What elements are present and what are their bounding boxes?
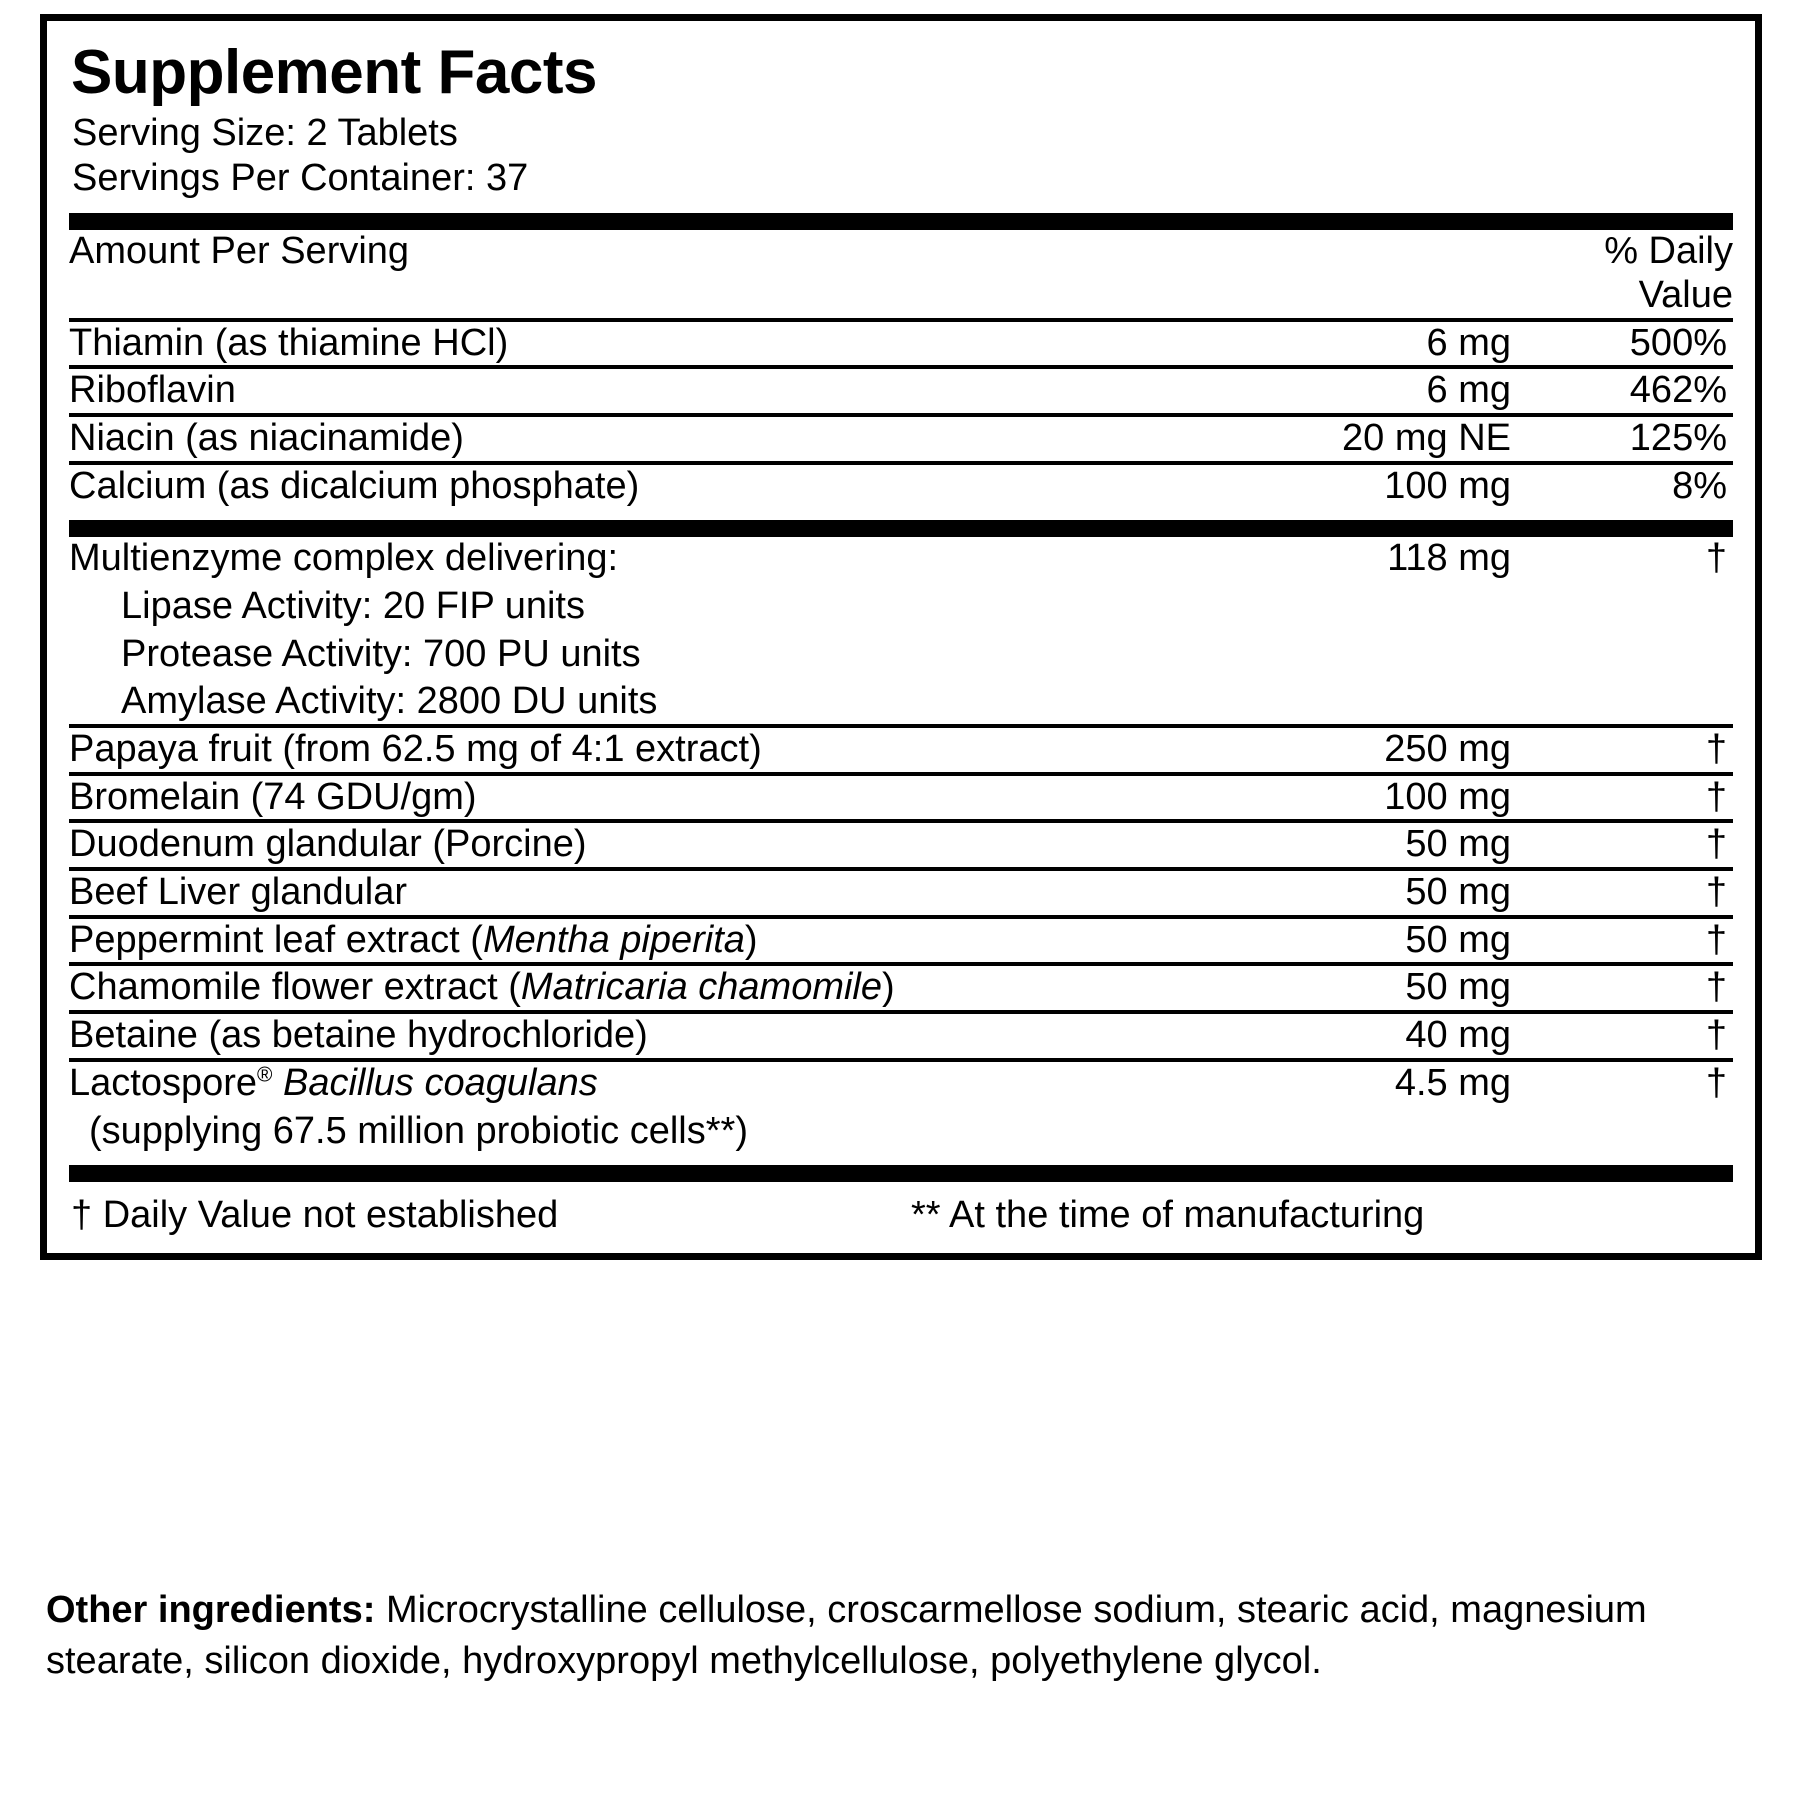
ingredient-name: Betaine (as betaine hydrochloride) bbox=[69, 1014, 648, 1057]
nutrient-amount: 6 mg bbox=[1426, 321, 1511, 364]
table-row bbox=[69, 728, 1733, 774]
blend-name-cell bbox=[69, 537, 1211, 726]
ingredient-daily-value: † bbox=[1705, 823, 1727, 866]
divider-thick-middle bbox=[69, 520, 1733, 537]
ingredient-name: Bromelain (74 GDU/gm) bbox=[69, 775, 477, 818]
ingredient-daily-value: † bbox=[1705, 966, 1727, 1009]
nutrient-name: Calcium (as dicalcium phosphate) bbox=[69, 464, 640, 507]
blend-subline: Amylase Activity: 2800 DU units bbox=[121, 680, 658, 723]
ingredient-name: Peppermint leaf extract (Mentha piperita) bbox=[69, 918, 758, 961]
table-row bbox=[69, 871, 1733, 917]
blend-amount: 118 mg bbox=[1387, 537, 1511, 580]
table-row bbox=[69, 776, 1733, 822]
other-ingredients-label: Other ingredients: bbox=[46, 1589, 376, 1631]
supplement-facts-panel bbox=[40, 14, 1762, 1260]
blend-name: Multienzyme complex delivering: bbox=[69, 537, 619, 580]
footnote-manufacturing: ** At the time of manufacturing bbox=[911, 1194, 1425, 1237]
nutrient-amount: 6 mg bbox=[1426, 369, 1511, 412]
ingredient-name: Chamomile flower extract (Matricaria chamomile) bbox=[69, 966, 895, 1009]
blend-subline: Lipase Activity: 20 FIP units bbox=[121, 584, 585, 627]
ingredient-name bbox=[69, 1062, 1211, 1153]
ingredient-name: Papaya fruit (from 62.5 mg of 4:1 extract) bbox=[69, 728, 762, 770]
table-row bbox=[69, 537, 1733, 726]
ingredient-daily-value: † bbox=[1705, 871, 1727, 914]
nutrient-name: Thiamin (as thiamine HCl) bbox=[69, 321, 509, 364]
table-row bbox=[69, 465, 1733, 509]
table-row bbox=[69, 1062, 1733, 1153]
nutrient-name: Niacin (as niacinamide) bbox=[69, 416, 464, 459]
nutrient-daily-value: 8% bbox=[1672, 464, 1727, 507]
table-header-row bbox=[69, 230, 1733, 319]
lactospore-continuation: (supplying 67.5 million probiotic cells**) bbox=[89, 1109, 748, 1152]
ingredient-daily-value: † bbox=[1705, 775, 1727, 818]
panel-title: Supplement Facts bbox=[71, 38, 597, 107]
nutrient-daily-value: 462% bbox=[1629, 369, 1727, 412]
nutrient-amount: 100 mg bbox=[1384, 464, 1511, 507]
ingredient-amount: 100 mg bbox=[1384, 775, 1511, 818]
table-row bbox=[69, 919, 1733, 965]
divider-thick-bottom bbox=[69, 1165, 1733, 1182]
nutrient-daily-value: 500% bbox=[1629, 321, 1727, 364]
table-row bbox=[69, 1014, 1733, 1060]
footnote-daily-value: † Daily Value not established bbox=[71, 1194, 559, 1237]
ingredient-amount: 50 mg bbox=[1405, 823, 1511, 866]
lactospore-name: Lactospore® Bacillus coagulans bbox=[69, 1061, 598, 1104]
ingredient-daily-value: † bbox=[1705, 1061, 1727, 1104]
table-row bbox=[69, 322, 1733, 368]
ingredient-name: Beef Liver glandular bbox=[69, 871, 407, 914]
serving-size: Serving Size: 2 Tablets bbox=[72, 112, 458, 155]
ingredient-daily-value: † bbox=[1705, 918, 1727, 961]
other-ingredients-text: Microcrystalline cellulose, croscarmellose sodium, stearic acid, magnesium stearate, silicon dioxide, hydroxypropyl methylcellulose, polyethylene glycol. bbox=[46, 1589, 1647, 1682]
ingredient-daily-value: † bbox=[1705, 728, 1727, 770]
nutrient-table bbox=[69, 230, 1733, 508]
ingredient-amount: 50 mg bbox=[1405, 966, 1511, 1009]
nutrient-name: Riboflavin bbox=[69, 369, 236, 412]
blend-subline: Protease Activity: 700 PU units bbox=[121, 632, 641, 675]
table-row bbox=[69, 369, 1733, 415]
ingredient-amount: 4.5 mg bbox=[1394, 1061, 1511, 1104]
table-row bbox=[69, 966, 1733, 1012]
table-row bbox=[69, 417, 1733, 463]
footnotes bbox=[69, 1182, 1733, 1239]
blend-daily-value: † bbox=[1705, 537, 1727, 580]
servings-per-container: Servings Per Container: 37 bbox=[72, 157, 529, 200]
ingredient-amount: 50 mg bbox=[1405, 871, 1511, 914]
header-spacer bbox=[1211, 230, 1511, 319]
ingredient-daily-value: † bbox=[1705, 1014, 1727, 1057]
nutrient-amount: 20 mg NE bbox=[1342, 416, 1511, 459]
header-amount-per-serving: Amount Per Serving bbox=[69, 230, 410, 273]
table-row bbox=[69, 823, 1733, 869]
ingredient-amount: 250 mg bbox=[1384, 728, 1511, 770]
header-daily-value: % Daily Value bbox=[1604, 230, 1733, 316]
other-ingredients bbox=[46, 1585, 1746, 1686]
ingredient-name: Duodenum glandular (Porcine) bbox=[69, 823, 587, 866]
blend-table bbox=[69, 537, 1733, 1153]
ingredient-amount: 50 mg bbox=[1405, 918, 1511, 961]
divider-thick-top bbox=[69, 213, 1733, 230]
ingredient-amount: 40 mg bbox=[1405, 1014, 1511, 1057]
nutrient-daily-value: 125% bbox=[1629, 416, 1727, 459]
